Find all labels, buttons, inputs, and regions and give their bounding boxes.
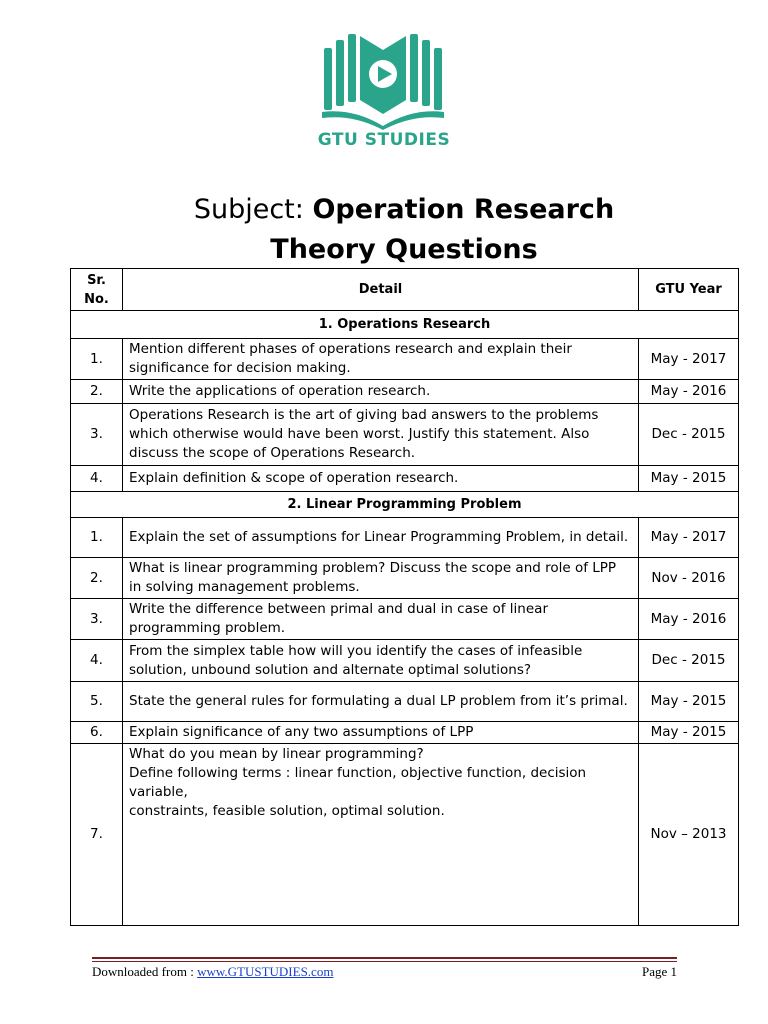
table-row: [71, 682, 739, 722]
row-detail: State the general rules for formulating a dual LP problem from it’s primal.: [123, 682, 639, 722]
footer-divider-thin: [92, 961, 677, 962]
page-title: [0, 192, 768, 228]
row-detail: Operations Research is the art of giving bad answers to the problems which otherwise would have been worst. Justify this statement. Also discuss the scope of Operations Research.: [123, 404, 639, 466]
table-row: [71, 744, 739, 926]
subject-label: Subject:: [193, 194, 304, 225]
row-year: Nov – 2013: [639, 744, 739, 926]
row-number: 6.: [71, 722, 123, 744]
row-year: Nov - 2016: [639, 558, 739, 599]
row-year: May - 2015: [639, 722, 739, 744]
row-number: 7.: [71, 744, 123, 926]
footer-divider: [92, 957, 677, 959]
row-year: May - 2017: [639, 518, 739, 558]
row-detail: Write the applications of operation research.: [123, 380, 639, 404]
section-title: 1. Operations Research: [71, 311, 739, 339]
row-year: Dec - 2015: [639, 640, 739, 682]
table-row: [71, 380, 739, 404]
section-title: 2. Linear Programming Problem: [71, 492, 739, 518]
row-year: May - 2016: [639, 380, 739, 404]
table-row: [71, 640, 739, 682]
row-detail: Explain definition & scope of operation research.: [123, 466, 639, 492]
book-play-icon: [318, 30, 448, 130]
row-year: May - 2015: [639, 466, 739, 492]
row-number: 4.: [71, 640, 123, 682]
row-number: 2.: [71, 380, 123, 404]
row-year: May - 2017: [639, 339, 739, 380]
row-detail: What do you mean by linear programming? Define following terms : linear function, objective function, decision variable, constraints, feasible solution, optimal solution.: [123, 744, 639, 926]
table-row: [71, 518, 739, 558]
row-number: 2.: [71, 558, 123, 599]
row-detail: Mention different phases of operations research and explain their significance for decision making.: [123, 339, 639, 380]
questions-table: [70, 268, 739, 926]
table-row: [71, 466, 739, 492]
footer-source: [92, 964, 333, 980]
row-year: May - 2015: [639, 682, 739, 722]
row-detail: What is linear programming problem? Discuss the scope and role of LPP in solving management problems.: [123, 558, 639, 599]
row-year: Dec - 2015: [639, 404, 739, 466]
row-number: 3.: [71, 404, 123, 466]
table-header-row: [71, 269, 739, 311]
brand-name: GTU STUDIES: [317, 130, 451, 150]
table-row: [71, 339, 739, 380]
section-row: [71, 492, 739, 518]
page-number: Page 1: [641, 964, 677, 979]
row-detail: From the simplex table how will you identify the cases of infeasible solution, unbound solution and alternate optimal solutions?: [123, 640, 639, 682]
row-number: 4.: [71, 466, 123, 492]
row-number: 1.: [71, 339, 123, 380]
footer-prefix: Downloaded from :: [92, 964, 198, 979]
page-subtitle: Theory Questions: [270, 234, 538, 265]
row-year: May - 2016: [639, 599, 739, 640]
table-row: [71, 599, 739, 640]
table-row: [71, 404, 739, 466]
row-number: 3.: [71, 599, 123, 640]
header-detail: Detail: [123, 269, 639, 311]
row-number: 5.: [71, 682, 123, 722]
header-gtu-year: GTU Year: [639, 269, 739, 311]
table-row: [71, 722, 739, 744]
row-detail: Explain significance of any two assumptions of LPP: [123, 722, 639, 744]
header-sr-no: Sr. No.: [71, 269, 123, 311]
subject-name: Operation Research: [312, 194, 615, 225]
footer-link[interactable]: www.GTUSTUDIES.com: [197, 964, 334, 979]
row-number: 1.: [71, 518, 123, 558]
row-detail: Write the difference between primal and dual in case of linear programming problem.: [123, 599, 639, 640]
section-row: [71, 311, 739, 339]
table-row: [71, 558, 739, 599]
row-detail: Explain the set of assumptions for Linear Programming Problem, in detail.: [123, 518, 639, 558]
